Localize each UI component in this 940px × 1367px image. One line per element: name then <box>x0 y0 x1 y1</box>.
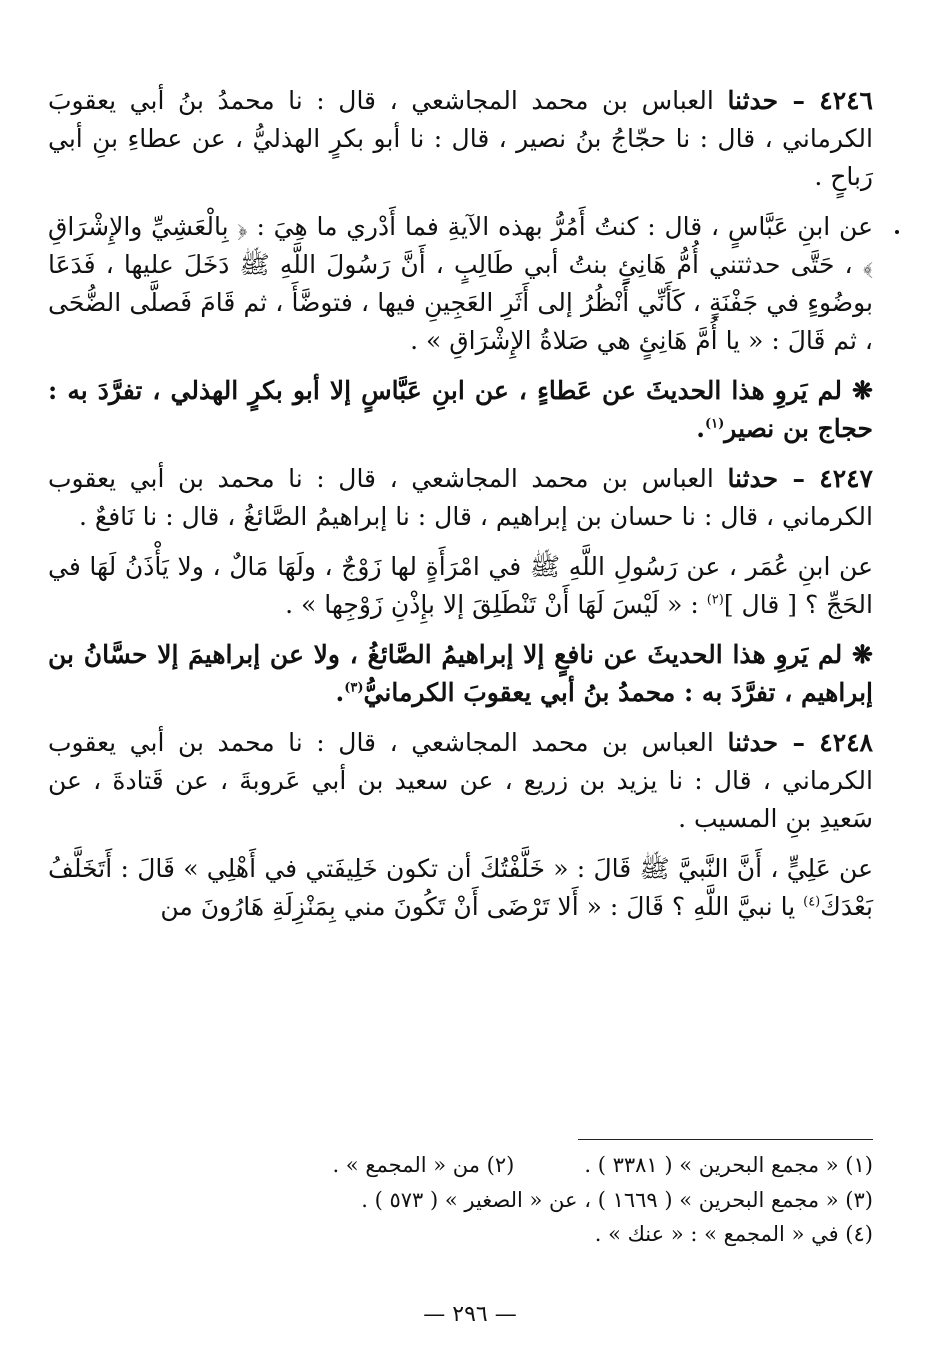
hadith-4247 <box>48 460 873 536</box>
hadith-4248 <box>48 724 873 838</box>
separator: – <box>778 464 820 493</box>
footnotes <box>48 1148 873 1252</box>
matn-text-end: يا نبيَّ اللَّهِ ؟ قَالَ : « أَلا تَرْضَى أَنْ تَكُونَ مني بِمَنْزِلَةِ هَارُونَ من <box>160 892 796 921</box>
note-marker: ❋ <box>852 640 873 669</box>
margin-dot <box>895 230 899 234</box>
footnote-1: (١) « مجمع البحرين » ( ٣٣٨١ ) . <box>584 1153 873 1177</box>
note-period: . <box>335 678 345 707</box>
footnote-row <box>48 1148 873 1183</box>
matn-text: عن ابنِ عُمَر ، عن رَسُولِ اللَّهِ ﷺ في امْرَأَةٍ لها زَوْجٌ ، ولَهَا مَالٌ ، ولا يَأْذَنُ لَهَا في الحَجِّ ؟ [ قال ] <box>48 552 873 619</box>
footnote-ref: (٤) <box>803 894 821 910</box>
footnote-row <box>48 1183 873 1218</box>
note-4246 <box>48 372 873 448</box>
page-number: — ٢٩٦ — <box>423 1302 517 1327</box>
footnote-divider <box>578 1139 873 1140</box>
hadith-number: ٤٢٤٧ <box>819 464 873 493</box>
footnote-ref: (١) <box>704 416 725 432</box>
hadith-lead: حدثنا <box>727 464 779 493</box>
matn-text-end: : « لَيْسَ لَهَا أَنْ تَنْطَلِقَ إلا بإِذْنِ زَوْجِها » . <box>285 590 699 619</box>
footnote-row <box>48 1217 873 1252</box>
isnad-text: العباس بن محمد المجاشعي ، قال : نا محمد بن أبي يعقوب الكرماني ، قال : نا حسان بن إبراهيم ، قال : نا إبراهيمُ الصَّائغُ ، قال : نا نَافعٌ . <box>48 464 873 531</box>
page-body <box>48 82 873 938</box>
note-period: . <box>696 414 705 443</box>
matn-4246 <box>48 208 873 360</box>
hadith-lead: حدثنا <box>727 86 779 115</box>
matn-text: عن ابنِ عَبَّاسٍ ، قال : كنتُ أَمُرُّ بهذه الآيةِ فما أَدْري ما هِيَ : ﴿ بِالْعَشِيِّ والإِشْرَاقِ ﴾ ، حَتَّى حدثتني أُمُّ هَانِئٍ بنتُ أبي طَالِبٍ ، أَنَّ رَسُولَ اللَّهِ ﷺ دَخَلَ عليها ، فَدَعَا بوضُوءٍ في جَفْنَةٍ ، كَأَنِّي أَنْظُرُ إلى أَثَرِ العَجِينِ فيها ، فتوضَّأَ ، ثم قَامَ فَصلَّى الضُّحَى ، ثم قَالَ : « يا أُمَّ هَانِئٍ هي صَلاةُ الإِشْرَاقِ » . <box>48 212 873 355</box>
hadith-4246 <box>48 82 873 196</box>
footnote-4: (٤) في « المجمع » : « عنك » . <box>594 1222 873 1247</box>
separator: – <box>778 86 820 115</box>
footnote-ref: (٢) <box>706 592 724 608</box>
note-text: لم يَروِ هذا الحديثَ عن عَطاءٍ ، عن ابنِ عَبَّاسٍ إلا أبو بكرٍ الهذلي ، تفرَّدَ به : حجاج بن نصير <box>48 376 873 443</box>
footnote-ref: (٣) <box>344 680 364 696</box>
hadith-lead: حدثنا <box>727 728 779 757</box>
note-4247 <box>48 636 873 712</box>
matn-text: عن عَلِيٍّ ، أَنَّ النَّبيَّ ﷺ قَالَ : « خَلَّفْتُكَ أن تكون خَلِيفَتي في أَهْلِي » قَالَ : أَتَخَلَّفُ بَعْدَكَ <box>48 854 873 921</box>
note-marker: ❋ <box>852 376 873 405</box>
note-text: لم يَروِ هذا الحديثَ عن نافعٍ إلا إبراهيمُ الصَّائغُ ، ولا عن إبراهيمَ إلا حسَّانُ بن إبراهيم ، تفرَّدَ به : محمدُ بنُ أبي يعقوبَ الكرمانيُّ <box>48 640 873 707</box>
hadith-number: ٤٢٤٦ <box>819 86 873 115</box>
footnote-3: (٣) « مجمع البحرين » ( ١٦٦٩ ) ، عن « الصغير » ( ٥٧٣ ) . <box>361 1187 873 1212</box>
footnote-2: (٢) من « المجمع » . <box>332 1153 515 1177</box>
hadith-number: ٤٢٤٨ <box>819 728 873 757</box>
isnad-text: العباس بن محمد المجاشعي ، قال : نا محمد بن أبي يعقوب الكرماني ، قال : نا يزيد بن زريع ، عن سعيد بن أبي عَروبةَ ، عن قَتادةَ ، عن سَعيدِ بنِ المسيب . <box>48 728 873 833</box>
matn-4248 <box>48 850 873 926</box>
separator: – <box>778 728 820 757</box>
isnad-text: العباس بن محمد المجاشعي ، قال : نا محمدُ بنُ أبي يعقوبَ الكرماني ، قال : نا حجّاجُ بنُ نصير ، قال : نا أبو بكرٍ الهذليُّ ، عن عطاءِ بنِ أبي رَباحٍ . <box>48 86 873 191</box>
matn-4247 <box>48 548 873 624</box>
